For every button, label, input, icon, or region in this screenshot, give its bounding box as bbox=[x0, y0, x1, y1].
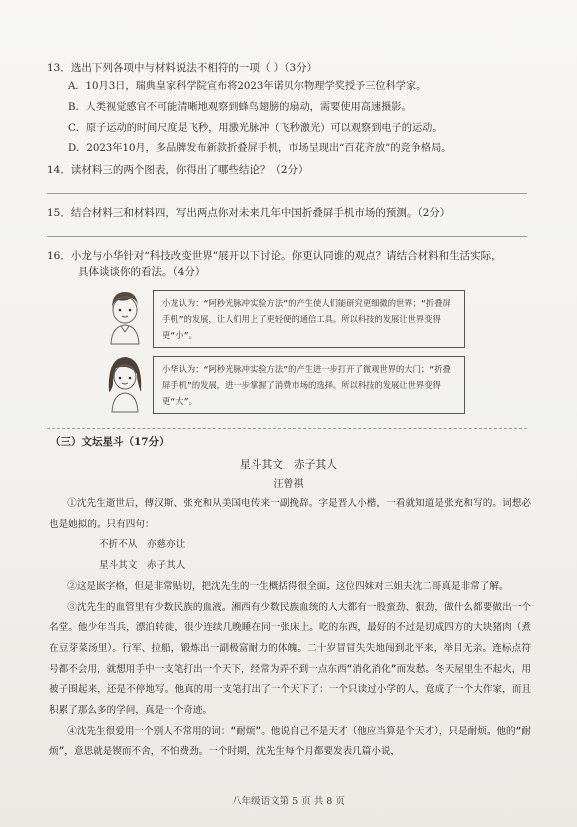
xiaolong-opinion-box: 小龙认为：“阿秒光脉冲实验方法”的产生使人们能研究更细微的世界；“折叠屏手机”的发展，让人们用上了更轻便的通信工具。所以科技的发展让世界变得更“小”。 bbox=[153, 290, 465, 348]
question-13-option-b: B．人类视觉感官不可能清晰地观察到蜂鸟翅膀的扇动，需要使用高速摄影。 bbox=[68, 102, 412, 113]
question-16-line1: 16．小龙与小华针对“科技改变世界”展开以下讨论。你更认同谁的观点？请结合材料和生活实际， bbox=[47, 250, 502, 262]
poem-line-1: 不折不从 亦慈亦让 bbox=[99, 539, 186, 551]
paragraph-2: ②这是嵌字格，但是非常贴切，把沈先生的一生概括得很全面。这位四妹对三姐夫沈二哥真是非常了解。 bbox=[67, 580, 509, 592]
xiaohua-opinion-box: 小华认为：“阿秒光脉冲实验方法”的产生进一步打开了微观世界的大门；“折叠屏手机”的发展，进一步掌握了消费市场的选择。所以科技的发展让世界变得更“大”。 bbox=[153, 356, 465, 414]
question-16 bbox=[47, 248, 532, 281]
article-author: 汪曾祺 bbox=[273, 479, 304, 490]
answer-line-14[interactable] bbox=[47, 193, 527, 194]
article-body bbox=[49, 494, 531, 763]
paragraph-1: ①沈先生逝世后，傅汉斯、张充和从美国电传来一副挽辞。字是晋人小楷，一看就知道是张充和写的。词想必也是她拟的。只有四句： bbox=[49, 498, 531, 530]
question-13-option-c: C．原子运动的时间尺度是飞秒，用激光脉冲（飞秒激光）可以观察到电子的运动。 bbox=[68, 123, 443, 134]
question-14: 14．读材料三的两个图表，你得出了哪些结论？（2分） bbox=[47, 164, 309, 176]
paragraph-4: ④沈先生很爱用一个别人不常用的词：“耐烦”。他说自己不是天才（他应当算是个天才），只是耐烦。他的“耐烦”，意思就是锲而不舍，不怕费劲。一个时期，沈先生每个月都要发表几篇小说， bbox=[49, 725, 531, 758]
paragraph-3: ③沈先生的血管里有少数民族的血液。湘西有少数民族血统的人大都有一股蛮劲、狠劲，做什么都要做出一个名堂。他少年当兵，漂泊转徙，很少连续几晚睡在同一张床上。吃的东西，最好的不过是切成四方的大块猪肉（煮在豆芽菜汤里）。行军、拉船，锻炼出一副极富耐力的体魄。二十岁冒冒失失地闯到北平来，举目无亲。连标点符号都不会用，就想用手中一支笔打出一个天下，经常为弄不到一点东西“消化消化”而发愁。冬天屋里生不起火，用被子围起来，还是不停地写。他真的用一支笔打出了一个天下了：一个只读过小学的人，竟成了一个大作家，而且积累了那么多的学问，真是一个奇迹。 bbox=[49, 601, 531, 717]
poem-line-2: 星斗其文 赤子其人 bbox=[99, 560, 186, 572]
question-13-option-d: D．2023年10月，多品牌发布新款折叠屏手机，市场呈现出“百花齐放”的竞争格局。 bbox=[68, 143, 452, 154]
question-13-stem: 13．选出下列各项中与材料说法不相符的一项（ ）（3分） bbox=[47, 62, 318, 74]
question-16-line2: 具体谈谈你的看法。（4分） bbox=[78, 266, 206, 279]
question-13-option-a: A．10月3日，瑞典皇家科学院宣布将2023年诺贝尔物理学奖授予三位科学家。 bbox=[68, 81, 427, 92]
boy-avatar-icon bbox=[104, 288, 146, 346]
section-divider bbox=[47, 428, 527, 429]
article-title: 星斗其文 赤子其人 bbox=[239, 458, 338, 471]
question-15: 15．结合材料三和材料四，写出两点你对未来几年中国折叠屏手机市场的预测。（2分） bbox=[47, 207, 451, 219]
page-footer: 八年级语文第 5 页 共 8 页 bbox=[232, 796, 345, 807]
section-3-heading: （三）文坛星斗（17分） bbox=[50, 436, 170, 448]
girl-avatar-icon bbox=[104, 352, 146, 414]
answer-line-15[interactable] bbox=[47, 236, 527, 237]
